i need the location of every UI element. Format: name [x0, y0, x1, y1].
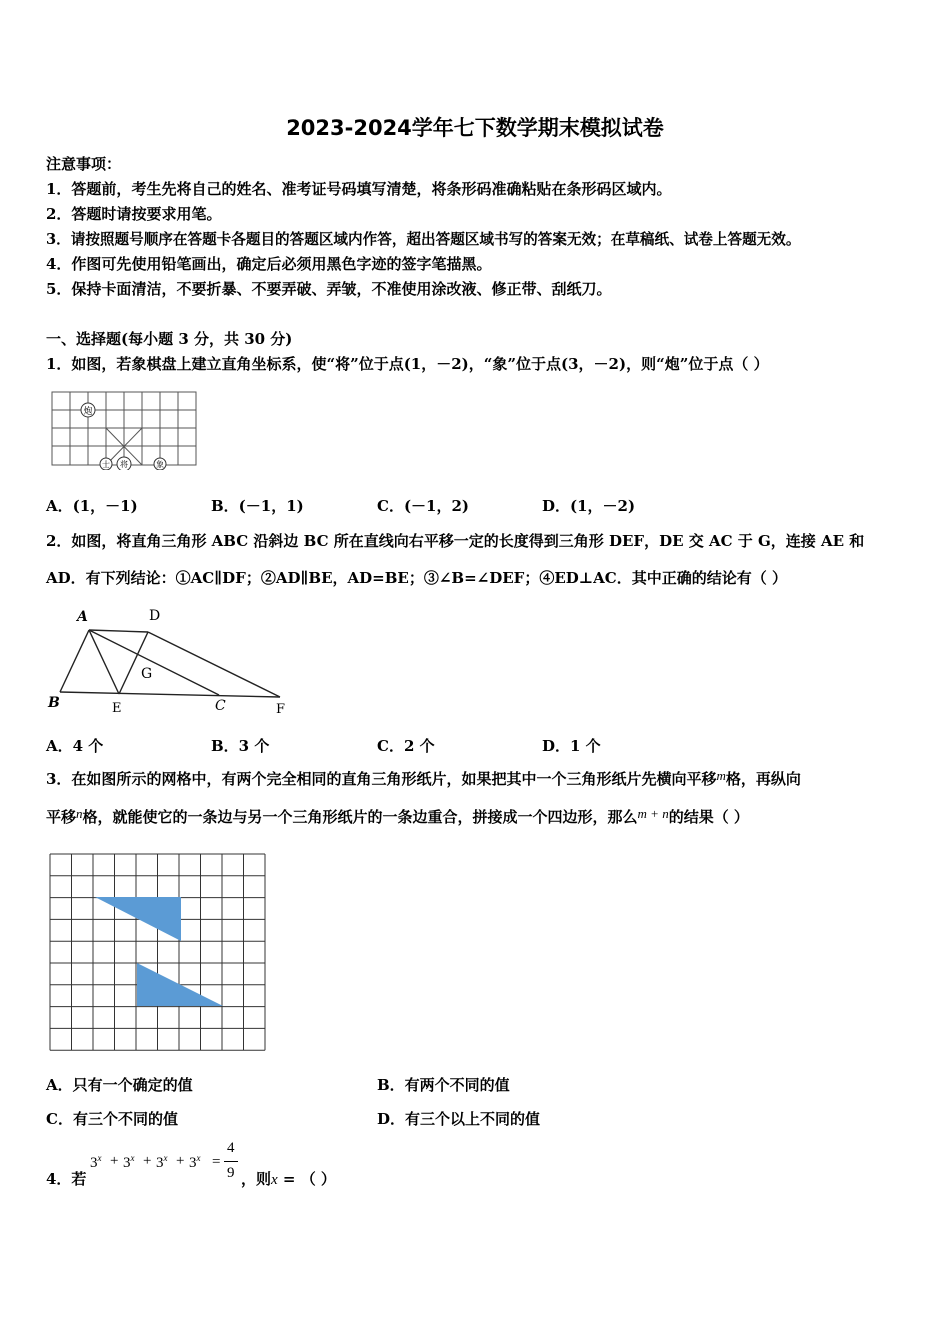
triangle-translation-figure — [44, 603, 294, 718]
notice-item: 3．请按照题号顺序在答题卡各题目的答题区域内作答，超出答题区域书写的答案无效；在草稿纸、试卷上答题无效。 — [46, 231, 801, 248]
section-heading: 一、选择题(每小题 3 分，共 30 分) — [46, 330, 293, 348]
chessboard-figure — [50, 390, 198, 470]
variable-m: m — [716, 768, 726, 783]
question-1-text: 1．如图，若象棋盘上建立直角坐标系，使“将”位于点(1，－2)，“象”位于点(3，－2)，则“炮”位于点（ ） — [46, 355, 769, 373]
question-2-line-2: AD．有下列结论：①AC∥DF；②AD∥BE，AD=BE；③∠B=∠DEF；④ED⊥AC．其中正确的结论有（ ） — [46, 569, 787, 587]
notice-item: 1．答题前，考生先将自己的姓名、准考证号码填写清楚，将条形码准确粘贴在条形码区域内。 — [46, 180, 672, 198]
point-a-label: A — [77, 609, 88, 625]
fraction-bar — [224, 1161, 238, 1162]
point-e-label: E — [112, 701, 122, 716]
point-c-label: C — [215, 698, 226, 714]
variable-x: x — [271, 1172, 278, 1188]
svg-text:象: 象 — [156, 460, 164, 469]
question-4-suffix: ，则x = （ ） — [241, 1170, 336, 1188]
point-d-label: D — [149, 608, 161, 624]
fraction-numerator: 4 — [227, 1140, 235, 1156]
point-b-label: B — [48, 695, 60, 711]
svg-text:士: 士 — [102, 460, 110, 469]
q3-option-c: C．有三个不同的值 — [46, 1110, 178, 1128]
point-f-label: F — [276, 702, 286, 717]
chess-piece-xiang — [154, 458, 166, 470]
page-title: 2023-2024学年七下数学期末模拟试卷 — [286, 116, 664, 140]
q1-option-b: B．(－1，1) — [211, 497, 304, 515]
q3-option-b: B．有两个不同的值 — [377, 1076, 510, 1094]
q2-option-c: C．2 个 — [377, 737, 435, 755]
q2-option-b: B．3 个 — [211, 737, 270, 755]
q1-option-a: A．(1，－1) — [46, 497, 138, 515]
fraction-denominator: 9 — [227, 1165, 235, 1181]
question-2-line-1: 2．如图，将直角三角形 ABC 沿斜边 BC 所在直线向右平移一定的长度得到三角形 DEF，DE 交 AC 于 G，连接 AE 和 — [46, 532, 865, 550]
question-3-line-1: 3．在如图所示的网格中，有两个完全相同的直角三角形纸片，如果把其中一个三角形纸片先横向平移m格，再纵向 — [46, 768, 801, 788]
question-4-prefix: 4．若 — [46, 1170, 87, 1188]
notice-item: 5．保持卡面清洁，不要折暴、不要弄破、弄皱，不准使用涂改液、修正带、刮纸刀。 — [46, 280, 612, 298]
notice-item: 4．作图可先使用铅笔画出，确定后必须用黑色字迹的签字笔描黑。 — [46, 255, 492, 273]
notice-heading: 注意事项： — [46, 155, 122, 173]
chess-piece-pao — [81, 403, 95, 417]
point-g-label: G — [141, 666, 153, 682]
q1-option-d: D．(1，－2) — [542, 497, 636, 515]
chess-piece-shi — [100, 458, 112, 470]
q3-option-a: A．只有一个确定的值 — [46, 1076, 193, 1094]
grid-triangles-figure — [49, 853, 271, 1051]
notice-item: 2．答题时请按要求用笔。 — [46, 205, 222, 223]
q3-option-d: D．有三个以上不同的值 — [377, 1110, 541, 1128]
variable-n: n — [76, 806, 83, 821]
q1-option-c: C．(－1，2) — [377, 497, 470, 515]
question-3-line-2: 平移n格，就能使它的一条边与另一个三角形纸片的一条边重合，拼接成一个四边形，那么m + n的结果（ ） — [46, 806, 749, 826]
q2-option-a: A．4 个 — [46, 737, 104, 755]
q2-option-d: D．1 个 — [542, 737, 601, 755]
svg-text:炮: 炮 — [83, 407, 93, 417]
svg-text:将: 将 — [120, 460, 128, 469]
chess-piece-jiang — [117, 457, 131, 470]
expression-m-plus-n: m + n — [637, 806, 669, 821]
